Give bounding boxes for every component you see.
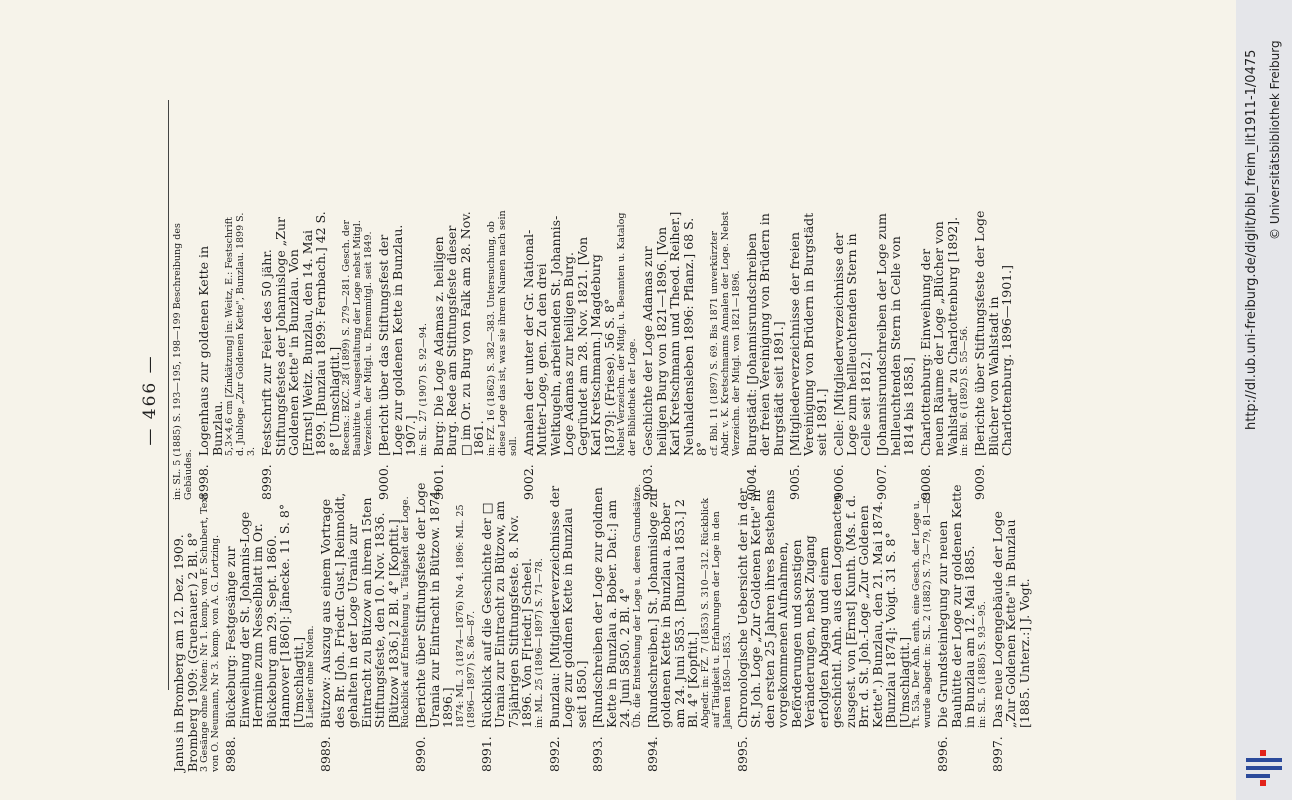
entry-note: 5,3×4,6 cm [Zinkätzung] in: Weitz, E.: Festschrift d. Jubloge „Zur Goldenen Kette", Bunzlau. 1899 S. 3. [224,212,257,456]
entry-note: in: SL. 27 (1907) S. 92—94. [417,323,429,456]
entry-number: 8996. [935,736,950,772]
entry-text: Die Grundsteinlegung zur neuen Bauhütte der Loge zur goldenen Kette in Bunzlau am 12. Mai 1885. [935,484,977,728]
entry-text: [Bericht über das Stiftungsfest der Loge zur goldenen Kette in Bunzlau. 1907.] [376,224,418,456]
entry-text: Charlottenburg: Einweihung der neuen Räume der Loge „Blücher von Wahlstadt" zu Charlottenburg [1892]. [917,216,960,456]
entry-note: Rückblick auf Entstehung u. Tätigkeit der Loge. [400,496,411,728]
header-rule [168,100,169,690]
bibliography-entry [875,210,916,500]
entry-text: [Rundschreiben.] St. Johannisloge zur goldenen Kette in Bunzlau a. Bober am 24. Juni 5853. [Bunzlau 1853.] 2 Bl. 4° [Kopftit.] [644,486,700,728]
copyright-notice: © Universitätsbibliothek Freiburg [1268,40,1282,240]
entry-number: 8990. [413,736,428,772]
entry-text: Festschrift zur Feier des 50 jähr. Stiftungsfestes der Johannisloge „Zur Goldenen Kette" in Bunzlau. Von [Ernst] Weitz. Bunzlau, den 14. Mai 1899. [Bunzlau 1899: Fernbach.] 42 S. 8° [Umschlagtit.] [259,211,342,456]
entry-number: 9000. [376,464,391,500]
bibliography-entry [991,482,1032,772]
entry-note: in: SL. 5 (1885) S. 93—95. [976,601,988,728]
bibliography-entry [641,210,742,500]
entry-note: in: ML. 25 (1896—1897) S. 71—78. [533,558,545,728]
entry-number: 8994. [644,736,660,772]
bibliography-entry [832,210,873,500]
entry-number: 9002. [520,464,536,500]
entry-number: 9004. [743,464,759,500]
library-logo-icon [1246,748,1282,788]
entry-note: 1874: ML. 3 (1874—1876) No 4. 1896: ML. 25 (1896—1897) S. 86—87. [454,504,477,728]
entry-text: [Johannisrundschreiben der Loge zum hellleuchtenden Stern in Celle von 1814 bis 1858.] [874,213,916,456]
entry-number: 9009. [972,464,987,500]
entry-note: Tt. 53a. Der Anh. enth. eine Gesch. der Loge u. wurde abgedr. in: SL. 2 (1882) S. 73—79, 81—83. [911,488,933,728]
entry-number: 8993. [590,736,605,772]
bibliography-entry [919,210,971,500]
continuation-entry [172,210,194,500]
entry-note: Üb. die Entstehung der Loge u. deren Grundsätze. [631,483,643,728]
entry-note: 8 Lieder ohne Noten. [305,625,316,728]
entry-note: Abgedr. in: FZ. 7 (1853) S. 310—312. Rückblick auf Tätigkeit u. Erfahrungen der Loge in den Jahren 1850—1853. [699,498,733,728]
bibliography-entry [522,210,639,500]
entry-number: 9006. [830,464,846,500]
bibliography-entry [260,210,374,500]
bibliography-entry [736,482,934,772]
entry-note: in: Bbl. 6 (1892) S. 55—56. [959,325,970,456]
entry-number: 8995. [734,736,750,772]
column-left [172,482,1034,772]
continuation-note: in: SL. 5 (1885) S. 193—195, 198—199 Beschreibung des Gebäudes. [172,223,194,500]
bibliography-entry [432,210,519,500]
entry-number: 8989. [318,736,333,772]
entry-note: Nebst Verzeichn. der Mitgl. u. Beamten u. Katalog der Bibliothek der Loge. [616,212,638,456]
bibliography-entry [548,482,589,772]
entry-text: Burgstädt: [Johannisrundschreiben der freien Vereinigung von Brüdern in Burgstädt seit 1891.] [743,213,786,456]
entry-number: 8988. [223,736,238,772]
entry-number: 8999. [259,464,274,500]
bibliography-entry [197,210,257,500]
entry-text: Annalen der unter der Gr. National-Mutter-Loge, gen. Zu den drei Weltkugeln, arbeitenden St. Johannis-Loge Adamas zur heiligen Burg. Gegründet am 28. Nov. 1821. [Von Karl Kretschmann.] Magdeburg [1879]: (Friese). 56 S. 8° [520,215,617,456]
entry-number: 9007. [874,464,889,500]
entry-number: 8998. [196,464,211,500]
entry-note: cf. Bbl. 11 (1897) S. 69. Bis 1871 unverkürzter Abdr. v. K. Kretschmanns Annalen der Loge. Nebst Verzeichn. der Mitgl. von 1821—1896. [708,211,742,456]
entry-text: Das neue Logengebäude der Loge „Zur Goldenen Kette" in Bunzlau [1885. Unterz.:] J. Vogt. [989,511,1032,728]
entry-text: Burg: Die Loge Adamas z. heiligen Burg. Rede am Stiftungsfeste dieser □ im Or. zu Burg von Falk am 28. Nov. 1861. [430,211,486,456]
bibliography-entry [480,482,545,772]
entry-text: [Berichte über Stiftungsfeste der Loge Urania zur Eintracht in Bützow. 1874. 1896.] [413,482,455,728]
entry-text: [Berichte über Stiftungsfeste der Loge Blücher von Wahlstadt in Charlottenburg. 1896—1901.] [972,210,1014,456]
bibliography-entry [224,482,316,772]
entry-text: Geschichte der Loge Adamas zur heiligen Burg von 1821—1896. [Von Karl Kretschmann und Theod. Reiher.] Neuhaldensleben 1896: Pflanz.] 68 S. 8° [640,211,709,456]
entry-number: 9005. [787,464,802,500]
entry-text: Bunzlau: [Mitgliederverzeichnisse der Loge zur goldnen Kette in Bunzlau seit 1850.] [546,485,589,728]
entry-text: [Rundschreiben der Loge zur goldnen Kette in Bunzlau a. Bober. Dat.:] am 24. Juni 5850. 2 Bl. 4° [590,487,632,728]
bibliography-entry [591,482,643,772]
entry-text: Celle: [Mitgliederverzeichnisse der Loge zum hellleuchtenden Stern in Celle seit 1812.] [830,232,873,456]
continuation-text: Janus in Bromberg am 12. Dez. 1909. Bromberg 1909: (Gruenauer.) 2 Bl. 8° [171,532,200,772]
bibliography-entry [646,482,733,772]
bibliography-entry [788,210,829,500]
bibliography-entry [745,210,786,500]
entry-text: Rückblick auf die Geschichte der □ Urania zur Eintracht zu Bützow, am 75jährigen Stiftungsfeste. 8. Nov. 1896. Von F[riedr.] Scheel. [478,500,534,728]
entry-note: Recens.: BZC. 28 (1899) S. 279—281. Gesch. der Bauhütte u. Ausgestaltung der Loge nebst Mitgl. Verzeichn. der Mitgl. u. Ehrenmitgl. seit 1849. [341,219,374,456]
bibliography-entry [377,210,429,500]
entry-number: 9003. [640,464,655,500]
bibliography-entry [414,482,477,772]
column-right [172,210,1017,500]
entry-text: [Mitgliederverzeichnisse der freien Vereinigung von Brüdern in Burgstädt seit 1891.] [787,212,829,456]
bibliography-entry [973,210,1014,500]
bibliography-entry [319,482,411,772]
entry-text: Chronologische Uebersicht der in der St. Joh. Loge „Zur Goldenen Kette" in den ersten 25 Jahren ihres Bestehens vorgekommenen Aufnahmen, Beförderungen und sonstigen Veränderungen, nebst Zugang erfolgten Abgang und einem geschichtl. Anh. aus den Logenacten zusgest. von [Ernst] Kunth. (Ms. f. d. Brr. d. St. Joh.-Loge „Zur Goldenen Kette".) Bunzlau, den 21. Mai 1874. [Bunzlau 1874]: Voigt. 31 S. 8° [Umschlagtit.] [734,488,912,728]
continuation-entry [172,482,221,772]
entry-number: 9008. [917,464,933,500]
entry-number: 8997. [989,736,1005,772]
entry-note: in: FZ. 16 (1862) S. 382—383. Untersuchung, ob diese Loge das ist, was sie ihrem Namen nach sein soll. [485,210,519,456]
entry-number: 8991. [478,736,494,772]
bibliography-entry [936,482,988,772]
entry-number: 9001. [430,464,446,500]
entry-text: Bückeburg: Festgesänge zur Einweihung der St. Johannis-Loge Hermine zum Nesselblatt im Or. Bückeburg am 29. Sept. 1860. Hannover [1860]: Jänecke. 11 S. 8° [Umschlagtit.] [223,503,306,728]
entry-text: Bützow: Auszug aus einem Vortrage des Br. [Joh. Friedr. Gust.] Reinnoldt, gehalten in der Loge Urania zur Eintracht zu Bützow an ihrem 15ten Stiftungsfeste, den 10. Nov. 1836. [Bützow 1836.] 2 Bl. 4° [Kopftit.] [318,492,401,728]
page-number: — 466 — [140,354,160,446]
continuation-note: 3 Gesänge ohne Noten: Nr 1. komp. von F. Schubert, Text von O. Neumann, Nr 3. komp. von A. G. Lortzing. [199,493,221,772]
entry-number: 8992. [546,736,562,772]
permalink-url[interactable]: http://dl.ub.uni-freiburg.de/diglit/bibl_freim_lit1911-1/0475 [1244,49,1259,430]
library-sidebar [1236,0,1292,800]
entry-text: Logenhaus zur goldenen Kette in Bunzlau. [196,245,225,456]
